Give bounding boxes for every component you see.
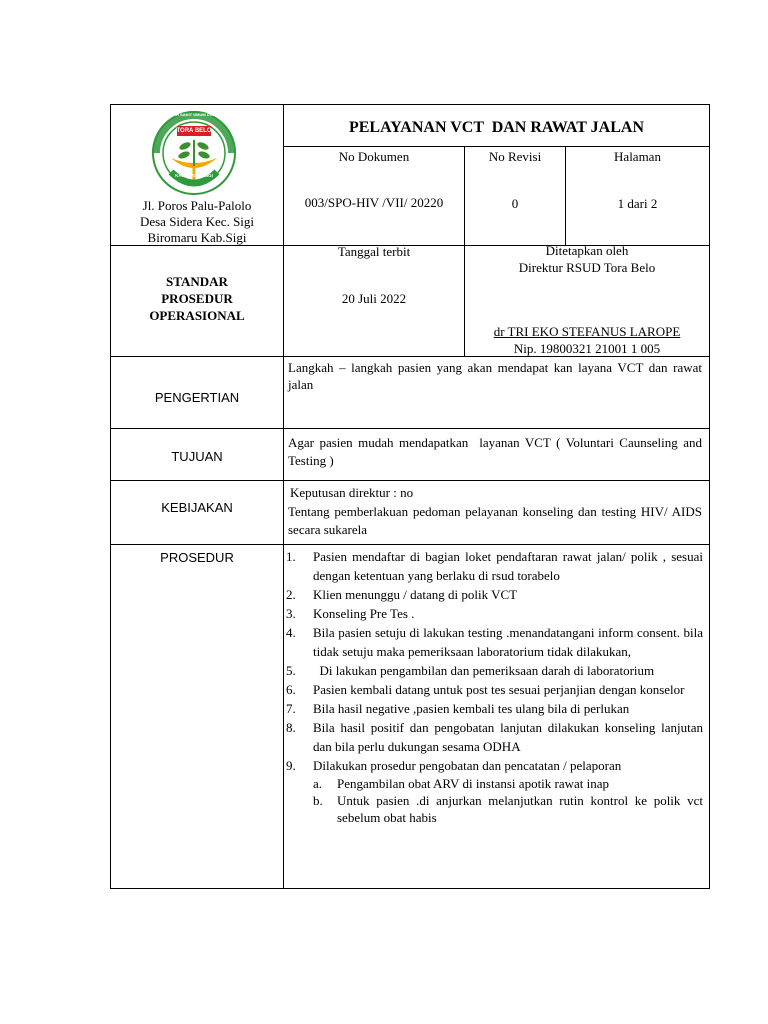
director-nip: Nip. 19800321 21001 1 005 bbox=[513, 341, 661, 356]
step-text: Pasien mendaftar di bagian loket pendaftaran rawat jalan/ polik , sesuai dengan ketentuan yang berlaku di rsud torabelo bbox=[313, 549, 703, 583]
prosedur-step bbox=[286, 661, 703, 680]
step-number: 6. bbox=[286, 682, 296, 697]
prosedur-step bbox=[286, 547, 703, 585]
prosedur-step bbox=[286, 585, 703, 604]
step-number: 8. bbox=[286, 720, 296, 735]
pengertian-text: Langkah – langkah pasien yang akan mendapat kan layana VCT dan rawat jalan bbox=[288, 360, 702, 392]
prosedur-step bbox=[286, 718, 703, 756]
pengertian-label: PENGERTIAN bbox=[154, 390, 240, 405]
halaman-label: Halaman bbox=[614, 149, 661, 164]
address-line-2: Desa Sidera Kec. Sigi bbox=[139, 214, 255, 229]
kebijakan-label: KEBIJAKAN bbox=[161, 500, 233, 515]
substep-text: Pengambilan obat ARV di instansi apotik rawat inap bbox=[337, 776, 610, 791]
logo-ring-text: RUMAH SAKIT UMUM DAERAH bbox=[164, 112, 224, 117]
tujuan-text: Agar pasien mudah mendapatkan layanan VCT ( Voluntari Caunseling and Testing ) bbox=[288, 435, 706, 468]
prosedur-step bbox=[286, 680, 703, 699]
prosedur-step bbox=[286, 604, 703, 623]
no-revisi-label: No Revisi bbox=[488, 149, 542, 164]
hospital-logo bbox=[151, 110, 237, 196]
prosedur-step bbox=[286, 623, 703, 661]
step-number: 3. bbox=[286, 606, 296, 621]
step-number: 1. bbox=[286, 549, 296, 564]
kebijakan-line-1: Keputusan direktur : no bbox=[290, 485, 414, 500]
step-text: Bila hasil negative ,pasien kembali tes ulang bila di perlukan bbox=[313, 701, 630, 716]
step-text: Bila pasien setuju di lakukan testing .menandatangani inform consent. bila tidak setuju maka pemeriksaan laboratorium tidak dilakukan, bbox=[313, 625, 703, 659]
sop-title bbox=[111, 273, 283, 324]
logo-name: TORA BELO bbox=[176, 128, 212, 134]
prosedur-step bbox=[286, 756, 703, 826]
prosedur-substeps bbox=[313, 775, 703, 826]
prosedur-label: PROSEDUR bbox=[160, 550, 234, 565]
hospital-address bbox=[111, 198, 283, 246]
prosedur-substep bbox=[313, 775, 703, 792]
step-text: Klien menunggu / datang di polik VCT bbox=[313, 587, 518, 602]
sop-title-line-3: OPERASIONAL bbox=[149, 308, 245, 323]
prosedur-substep bbox=[313, 792, 703, 826]
step-number: 2. bbox=[286, 587, 296, 602]
tanggal-terbit-value: 20 Juli 2022 bbox=[341, 291, 407, 306]
address-line-1: Jl. Poros Palu-Palolo bbox=[142, 198, 252, 213]
prosedur-step bbox=[286, 699, 703, 718]
ditetapkan-line-1: Ditetapkan oleh bbox=[545, 243, 629, 258]
no-dokumen-value: 003/SPO-HIV /VII/ 20220 bbox=[304, 195, 444, 210]
step-text: Pasien kembali datang untuk post tes sesuai perjanjian dengan konselor bbox=[313, 682, 685, 697]
no-revisi-value: 0 bbox=[511, 196, 519, 211]
step-text: Bila hasil positif dan pengobatan lanjutan dilakukan konseling lanjutan dan bila perlu dukungan sesama ODHA bbox=[313, 720, 703, 754]
step-text: Konseling Pre Tes . bbox=[313, 606, 415, 621]
prosedur-steps bbox=[286, 547, 703, 826]
halaman-value: 1 dari 2 bbox=[617, 196, 658, 211]
ditetapkan-line-2: Direktur RSUD Tora Belo bbox=[518, 260, 656, 275]
address-line-3: Biromaru Kab.Sigi bbox=[147, 230, 247, 245]
sop-title-line-1: STANDAR bbox=[166, 274, 228, 289]
step-number: 7. bbox=[286, 701, 296, 716]
tanggal-terbit-label: Tanggal terbit bbox=[337, 244, 411, 259]
substep-marker: a. bbox=[313, 776, 323, 791]
step-number: 9. bbox=[286, 758, 296, 773]
substep-marker: b. bbox=[313, 793, 323, 808]
step-number: 4. bbox=[286, 625, 296, 640]
substep-text: Untuk pasien .di anjurkan melanjutkan rutin kontrol ke polik vct sebelum obat habis bbox=[337, 793, 703, 825]
no-dokumen-label: No Dokumen bbox=[338, 149, 410, 164]
logo-region: KABUPATEN SIGI bbox=[175, 173, 213, 178]
step-text: Di lakukan pengambilan dan pemeriksaan darah di laboratorium bbox=[313, 663, 655, 678]
step-text: Dilakukan prosedur pengobatan dan pencatatan / pelaporan bbox=[313, 758, 622, 773]
kebijakan-line-2: Tentang pemberlakuan pedoman pelayanan konseling dan testing HIV/ AIDS secara sukarela bbox=[288, 504, 702, 537]
tujuan-label: TUJUAN bbox=[171, 449, 223, 464]
director-name: dr TRI EKO STEFANUS LAROPE bbox=[493, 324, 681, 339]
document-title: PELAYANAN VCT DAN RAWAT JALAN bbox=[348, 119, 645, 136]
step-number: 5. bbox=[286, 663, 296, 678]
sop-title-line-2: PROSEDUR bbox=[161, 291, 233, 306]
